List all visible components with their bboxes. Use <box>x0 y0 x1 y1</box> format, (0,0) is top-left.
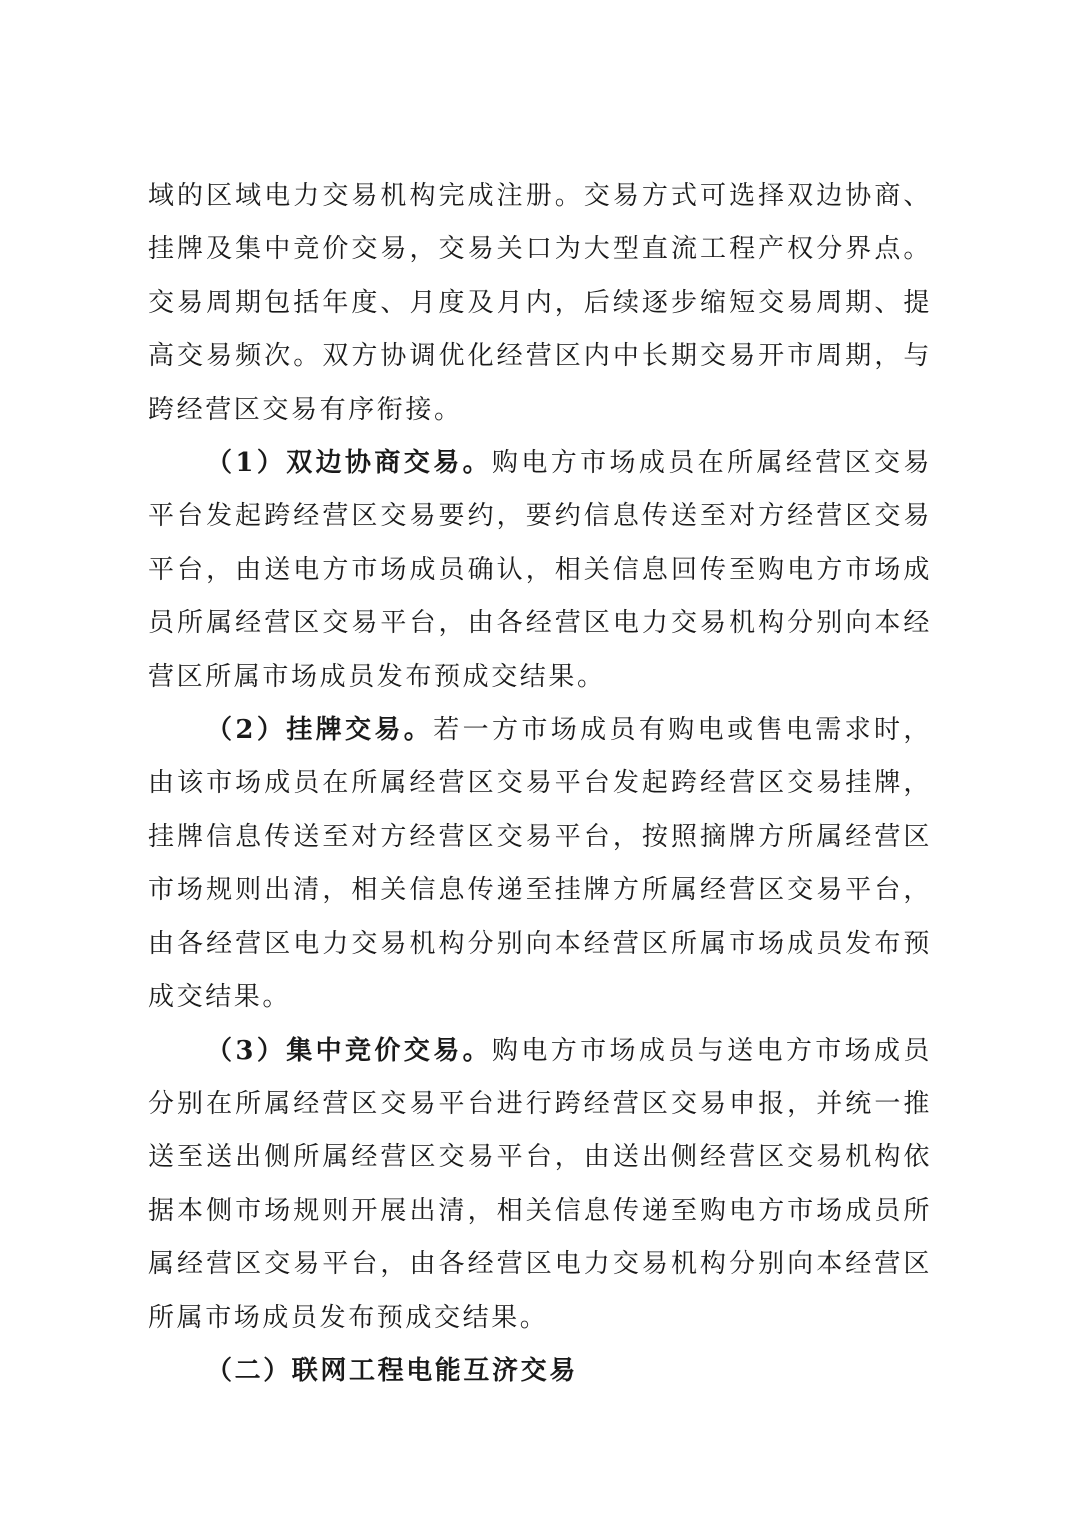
paragraph-bilateral-negotiation <box>148 437 932 704</box>
section-heading: （二）联网工程电能互济交易 <box>206 1355 578 1386</box>
document-body <box>148 170 932 1398</box>
paragraph-listing-trade <box>148 704 932 1024</box>
paragraph-centralized-bidding <box>148 1025 932 1345</box>
paragraph-continuation <box>148 170 932 437</box>
paragraph-text: 域的区域电力交易机构完成注册。交易方式可选择双边协商、挂牌及集中竞价交易，交易关口为大型直流工程产权分界点。交易周期包括年度、月度及月内，后续逐步缩短交易周期、提高交易频次。双方协调优化经营区内中长期交易开市周期，与跨经营区交易有序衔接。 <box>148 181 932 425</box>
paragraph-lead: （2）挂牌交易。 <box>206 715 434 746</box>
paragraph-lead: （3）集中竞价交易。 <box>206 1035 492 1066</box>
paragraph-text: 购电方市场成员与送电方市场成员分别在所属经营区交易平台进行跨经营区交易申报，并统一推送至送出侧所属经营区交易平台，由送出侧经营区交易机构依据本侧市场规则开展出清，相关信息传递至购电方市场成员所属经营区交易平台，由各经营区电力交易机构分别向本经营区所属市场成员发布预成交结果。 <box>148 1035 932 1333</box>
paragraph-lead: （1）双边协商交易。 <box>206 448 492 479</box>
paragraph-text: 购电方市场成员在所属经营区交易平台发起跨经营区交易要约，要约信息传送至对方经营区交易平台，由送电方市场成员确认，相关信息回传至购电方市场成员所属经营区交易平台，由各经营区电力交易机构分别向本经营区所属市场成员发布预成交结果。 <box>148 448 932 692</box>
paragraph-text: 若一方市场成员有购电或售电需求时，由该市场成员在所属经营区交易平台发起跨经营区交易挂牌，挂牌信息传送至对方经营区交易平台，按照摘牌方所属经营区市场规则出清，相关信息传递至挂牌方所属经营区交易平台，由各经营区电力交易机构分别向本经营区所属市场成员发布预成交结果。 <box>148 715 932 1013</box>
